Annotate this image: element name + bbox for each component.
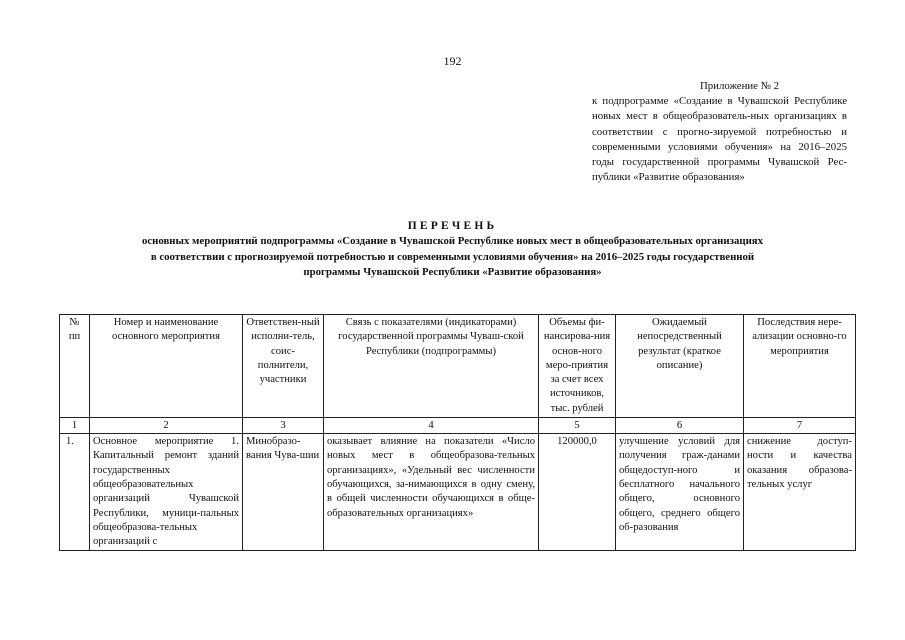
appendix-title: Приложение № 2: [699, 80, 780, 92]
header-cell-executor: Ответствен-ный исполни-тель, соис-полнители, участники: [243, 315, 324, 418]
column-number: 3: [243, 418, 324, 434]
activities-table: [59, 314, 856, 551]
page-number: 192: [443, 54, 462, 68]
header-cell-consequence: Последствия нере-ализации основно-го мероприятия: [744, 315, 856, 418]
heading-title: ПЕРЕЧЕНЬ: [407, 220, 498, 232]
header-cell-name: Номер и наименование основного мероприятия: [90, 315, 243, 418]
header-cell-indicators: Связь с показателями (индикаторами) государственной программы Чуваш-ской Республики (подпрограммы): [324, 315, 539, 418]
column-number: 6: [616, 418, 744, 434]
header-cell-result: Ожидаемый непосредственный результат (краткое описание): [616, 315, 744, 418]
activity-executor: Минобразо-вания Чува-шии: [243, 434, 324, 551]
column-number: 1: [60, 418, 90, 434]
column-number: 5: [539, 418, 616, 434]
table-row: [60, 434, 856, 551]
activity-result: улучшение условий для получения граж-данами общедоступ-ного и бесплатного начального общего, основного общего, среднего общего об-разования: [616, 434, 744, 551]
table-header-row: [60, 315, 856, 418]
activity-consequence: снижение доступ-ности и качества оказания образова-тельных услуг: [744, 434, 856, 551]
row-number: 1.: [60, 434, 90, 551]
column-number: 7: [744, 418, 856, 434]
activity-indicators: оказывает влияние на показатели «Число новых мест в общеобразова-тельных организациях», «Удельный вес численности обучающихся, за-нимающихся в одну смену, в общей численности обучающихся в обще-образовательных организациях»: [324, 434, 539, 551]
document-heading: [40, 220, 865, 281]
appendix-body: к подпрограмме «Создание в Чувашской Республике новых мест в общеобразователь-ных организациях в соответствии с прогно-зируемой потребностью и современными условиями обучения» на 2016–2025 годы государственной программы Чувашской Рес-публики «Развитие образования»: [592, 95, 847, 184]
activity-name: Основное мероприятие 1. Капитальный ремонт зданий государственных общеобразовательных организаций Чувашской Республики, муници-пальных общеобразова-тельных организаций с: [90, 434, 243, 551]
activity-volume: 120000,0: [539, 434, 616, 551]
heading-line-2: в соответствии с прогнозируемой потребностью и современными условиями обучения» на 2016–2025 годы государственной: [150, 250, 755, 263]
column-number: 4: [324, 418, 539, 434]
column-number: 2: [90, 418, 243, 434]
header-cell-volume: Объемы фи-нансирова-ния основ-ного меро-приятия за счет всех источников, тыс. рублей: [539, 315, 616, 418]
heading-line-3: программы Чувашской Республики «Развитие образования»: [303, 266, 602, 278]
column-number-row: [60, 418, 856, 434]
appendix-note: [592, 79, 847, 185]
header-cell-num: № пп: [60, 315, 90, 418]
heading-line-1: основных мероприятий подпрограммы «Создание в Чувашской Республике новых мест в общеобразовательных организациях: [141, 235, 764, 247]
